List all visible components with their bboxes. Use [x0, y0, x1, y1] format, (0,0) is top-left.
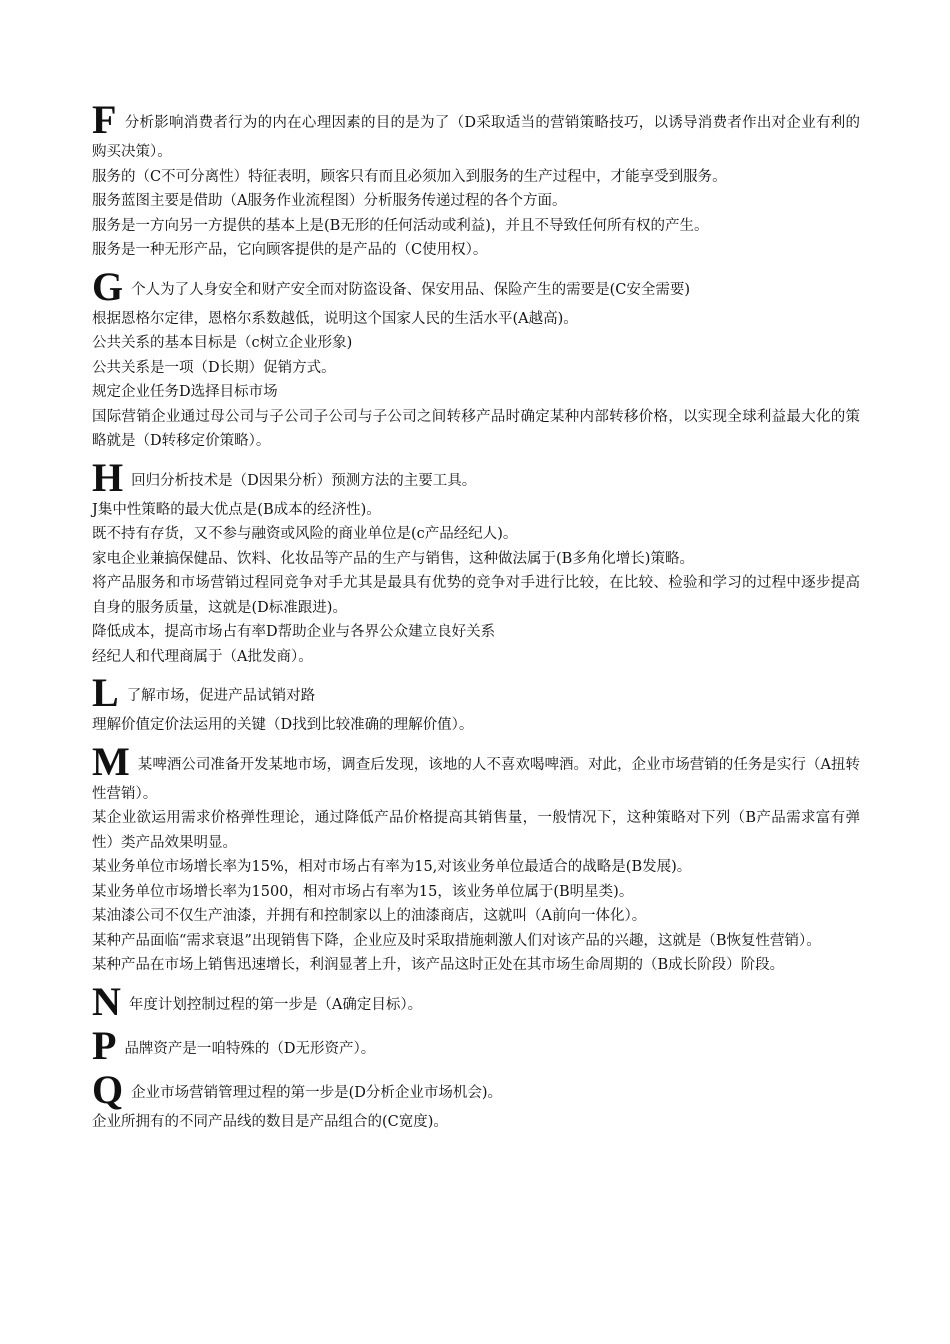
text-line: 服务是一种无形产品，它向顾客提供的是产品的（C使用权）。	[92, 242, 488, 258]
section-letter: Q	[92, 1066, 124, 1112]
section-heading-text: 某啤酒公司准备开发某地市场，调查后发现，该地的人不喜欢喝啤酒。对此，企业市场营销的任务是实行（A扭转性营销）。	[92, 756, 860, 802]
text-line: 家电企业兼搞保健品、饮料、化妆品等产品的生产与销售，这种做法属于(B多角化增长)策略。	[92, 550, 694, 567]
text-line: 企业所拥有的不同产品线的数目是产品组合的(C宽度)。	[92, 1113, 448, 1130]
text-line: 某种产品在市场上销售迅速增长，利润显著上升，该产品这时正处在其市场生命周期的（B成长阶段）阶段。	[92, 957, 785, 973]
section-heading-text: 年度计划控制过程的第一步是（A确定目标）。	[128, 996, 423, 1013]
section-heading-text: 分析影响消费者行为的内在心理因素的目的是为了（D采取适当的营销策略技巧，以诱导消费者作出对企业有利的购买决策）。	[92, 115, 860, 160]
text-line: J集中性策略的最大优点是(B成本的经济性)。	[92, 501, 381, 518]
text-line: 服务蓝图主要是借助（A服务作业流程图）分析服务传递过程的各个方面。	[92, 193, 567, 209]
section-letter: F	[92, 97, 117, 142]
section-P	[92, 1022, 860, 1068]
section-G	[92, 263, 860, 454]
text-line: 经纪人和代理商属于（A批发商）。	[92, 648, 313, 665]
text-line: 理解价值定价法运用的关键（D找到比较准确的理解价值）。	[92, 717, 474, 733]
section-letter: M	[92, 738, 130, 784]
section-H	[92, 454, 860, 670]
section-letter: N	[92, 978, 121, 1024]
document-body	[92, 97, 860, 1134]
text-line: 某种产品面临“需求衰退”出现销售下降，企业应及时采取措施刺激人们对该产品的兴趣，这就是（B恢复性营销）。	[92, 932, 821, 949]
section-F	[92, 97, 860, 263]
text-line: 某业务单位市场增长率为15%，相对市场占有率为15,对该业务单位最适合的战略是(B发展)。	[92, 859, 692, 875]
text-line: 既不持有存货，又不参与融资或风险的商业单位是(c产品经纪人)。	[92, 526, 518, 542]
text-line: 服务是一方向另一方提供的基本上是(B无形的任何活动或利益)，并且不导致任何所有权的产生。	[92, 217, 709, 234]
section-Q	[92, 1066, 860, 1135]
text-line: 公共关系的基本目标是（c树立企业形象)	[92, 335, 353, 351]
section-heading-text: 个人为了人身安全和财产安全而对防盗设备、保安用品、保险产生的需要是(C安全需要)	[131, 281, 691, 298]
section-heading-text: 企业市场营销管理过程的第一步是(D分析企业市场机会)。	[131, 1084, 503, 1101]
section-letter: H	[92, 454, 124, 500]
section-letter: G	[92, 263, 124, 309]
text-line: 某油漆公司不仅生产油漆，并拥有和控制家以上的油漆商店，这就叫（A前向一体化）。	[92, 908, 647, 924]
text-line: 规定企业任务D选择目标市场	[92, 384, 278, 400]
section-N	[92, 978, 860, 1024]
text-line: 将产品服务和市场营销过程同竞争对手尤其是最具有优势的竞争对手进行比较，在比较、检验和学习的过程中逐步提高自身的服务质量，这就是(D标准跟进)。	[92, 575, 860, 616]
section-letter: L	[92, 670, 119, 715]
text-line: 某业务单位市场增长率为1500，相对市场占有率为15，该业务单位属于(B明星类)。	[92, 883, 634, 900]
text-line: 国际营销企业通过母公司与子公司子公司与子公司之间转移产品时确定某种内部转移价格，以实现全球利益最大化的策略就是（D转移定价策略）。	[92, 408, 860, 449]
section-heading-text: 品牌资产是一咱特殊的（D无形资产）。	[124, 1040, 376, 1057]
text-line: 降低成本，提高市场占有率D帮助企业与各界公众建立良好关系	[92, 624, 496, 640]
text-line: 公共关系是一项（D长期）促销方式。	[92, 359, 336, 376]
text-line: 服务的（C不可分离性）特征表明，顾客只有而且必须加入到服务的生产过程中，才能享受到服务。	[92, 168, 727, 185]
text-line: 某企业欲运用需求价格弹性理论，通过降低产品价格提高其销售量，一般情况下，这种策略对下列（B产品需求富有弹性）类产品效果明显。	[92, 810, 860, 851]
section-letter: P	[92, 1022, 117, 1068]
section-L	[92, 670, 860, 738]
section-heading-text: 了解市场，促进产品试销对路	[126, 688, 316, 704]
section-M	[92, 738, 860, 978]
section-heading-text: 回归分析技术是（D因果分析）预测方法的主要工具。	[131, 472, 477, 489]
text-line: 根据恩格尔定律，恩格尔系数越低，说明这个国家人民的生活水平(A越高)。	[92, 310, 578, 327]
